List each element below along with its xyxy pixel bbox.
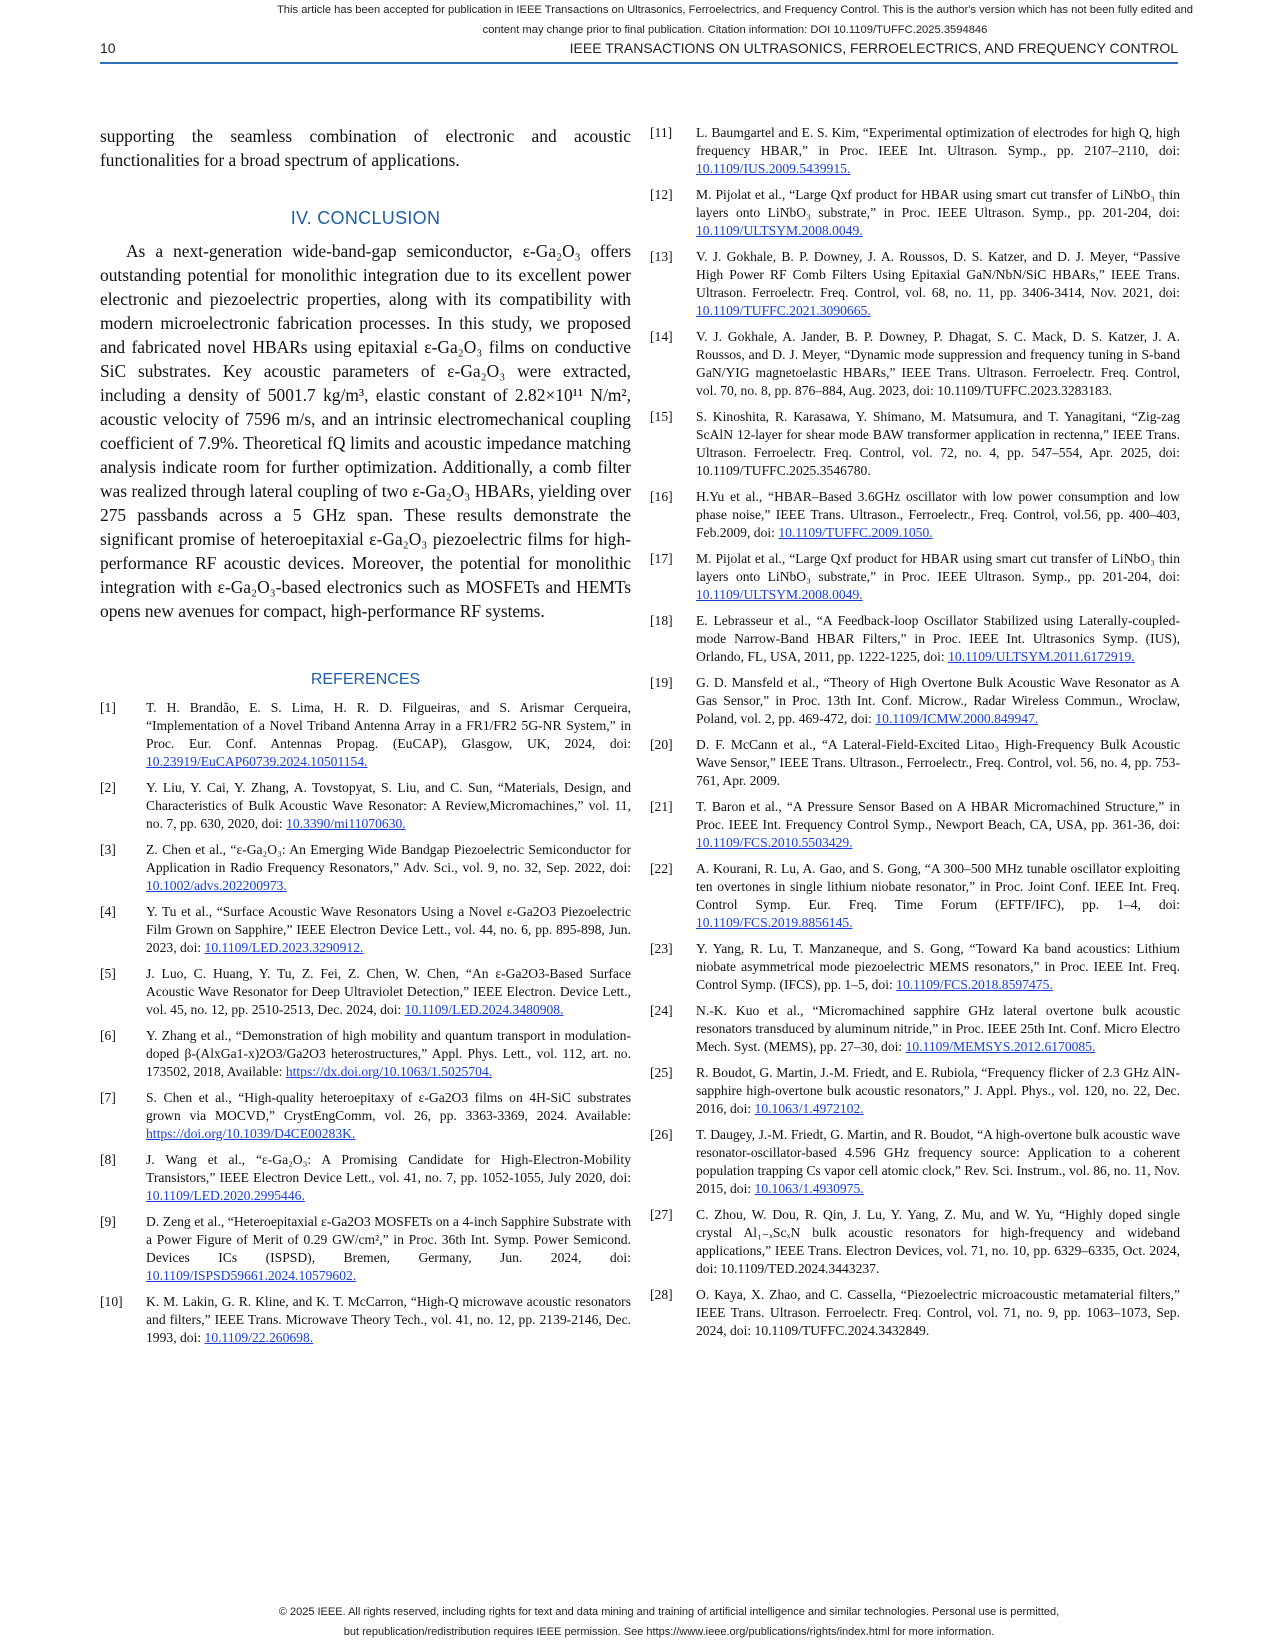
reference-item (650, 1002, 1180, 1056)
reference-number: [15] (650, 409, 673, 424)
reference-text: Y. Liu, Y. Cai, Y. Zhang, A. Tovstopyat, S. Liu, and C. Sun, “Materials, Design, and Characteristics of Bulk Acoustic Wave Resonator: A Review,Micromachines,” vol. 11, no. 7, pp. 630, 2020, doi: (146, 780, 631, 831)
reference-text: J. Wang et al., “ε-Ga₂O₃: A Promising Candidate for High-Electron-Mobility Transistors,” IEEE Electron Device Lett., vol. 41, no. 7, pp. 1052-1055, July 2020, doi: (146, 1152, 631, 1185)
doi-link[interactable]: https://dx.doi.org/10.1063/1.5025704. (285, 1064, 493, 1079)
doi-link[interactable]: 10.1109/TUFFC.2021.3090665. (696, 303, 871, 318)
references-heading: REFERENCES (310, 671, 421, 688)
doi-link[interactable]: 10.1109/ISPSD59661.2024.10579602. (146, 1268, 357, 1283)
reference-item (650, 124, 1180, 178)
doi-link[interactable]: 10.1109/22.260698. (204, 1330, 314, 1345)
reference-number: [25] (650, 1065, 673, 1080)
reference-item (650, 1126, 1180, 1198)
reference-number: [7] (100, 1090, 116, 1105)
notice-line-2: content may change prior to final publication. Citation information: DOI 10.1109/TUFFC.2025.3594846 (482, 24, 988, 36)
reference-number: [24] (650, 1003, 673, 1018)
reference-text: A. Kourani, R. Lu, A. Gao, and S. Gong, “A 300–500 MHz tunable oscillator exploiting ten overtones in single lithium niobate resonator,” in Proc. Joint Conf. IEEE Int. Freq. Control Symp. Eur. Freq. Time Forum (EFTF/IFC), pp. 1–4, doi: (696, 861, 1180, 912)
reference-item (650, 1286, 1180, 1340)
reference-text: D. F. McCann et al., “A Lateral-Field-Excited Litao₃ High-Frequency Bulk Acoustic Wave Sensor,” IEEE Trans. Ultrason., Ferroelectr., Freq. Control, vol. 56, no. 4, pp. 753-761, Apr. 2009. (696, 737, 1180, 788)
notice-line-1: This article has been accepted for publication in IEEE Transactions on Ultrasonics, Ferroelectrics, and Frequency Control. This is the author's version which has not been fully edited and (276, 4, 1194, 16)
reference-text: S. Kinoshita, R. Karasawa, Y. Shimano, M. Matsumura, and T. Yanagitani, “Zig-zag ScAlN 12-layer for shear mode BAW transformer application in rectenna,” IEEE Trans. Ultrason. Ferroelectr. Freq. Control, vol. 72, no. 4, pp. 547–554, Apr. 2025, doi: 10.1109/TUFFC.2025.3546780. (696, 409, 1180, 478)
reference-number: [26] (650, 1127, 673, 1142)
doi-link[interactable]: 10.1109/FCS.2010.5503429. (696, 835, 853, 850)
reference-number: [8] (100, 1152, 116, 1167)
reference-text: M. Pijolat et al., “Large Qxf product for HBAR using smart cut transfer of LiNbO₃ thin layers onto LiNbO₃ substrate,” in Proc. IEEE Ultrason. Symp., pp. 201-204, doi: (696, 551, 1180, 584)
reference-text: J. Luo, C. Huang, Y. Tu, Z. Fei, Z. Chen, W. Chen, “An ε-Ga2O3-Based Surface Acoustic Wave Resonator for Deep Ultraviolet Detection,” IEEE Electron. Device Lett., vol. 45, no. 12, pp. 2510-2513, Dec. 2024, doi: (146, 966, 631, 1017)
doi-link[interactable]: 10.1109/LED.2020.2995446. (146, 1188, 305, 1203)
reference-item (100, 779, 631, 833)
reference-item (650, 550, 1180, 604)
doi-link[interactable]: 10.1109/LED.2023.3290912. (204, 940, 364, 955)
reference-number: [23] (650, 941, 673, 956)
doi-link[interactable]: 10.1109/FCS.2019.8856145. (696, 915, 853, 930)
intro-paragraph: supporting the seamless combination of electronic and acoustic functionalities for a broad spectrum of applications. (100, 126, 631, 170)
reference-number: [13] (650, 249, 673, 264)
header-rule (100, 62, 1178, 64)
reference-text: V. J. Gokhale, A. Jander, B. P. Downey, P. Dhagat, S. C. Mack, D. S. Katzer, J. A. Roussos, and D. J. Meyer, “Dynamic mode suppression and frequency tuning in S-band GaN/YIG magnetoelastic HBARs,” IEEE Trans. Ultrason. Ferroelectr. Freq. Control, vol. 70, no. 8, pp. 876–884, Aug. 2023, doi: 10.1109/TUFFC.2023.3283183. (696, 329, 1180, 398)
reference-number: [20] (650, 737, 673, 752)
publication-notice (230, 0, 1240, 40)
reference-number: [27] (650, 1207, 673, 1222)
reference-number: [21] (650, 799, 673, 814)
reference-item (100, 1027, 631, 1081)
reference-text: L. Baumgartel and E. S. Kim, “Experimental optimization of electrodes for high Q, high frequency HBAR,” in Proc. IEEE Int. Ultrason. Symp., pp. 2107–2110, doi: (696, 125, 1180, 158)
right-column (650, 124, 1180, 1348)
reference-number: [3] (100, 842, 116, 857)
doi-link[interactable]: 10.1063/1.4972102. (754, 1101, 864, 1116)
footer-line-2: but republication/redistribution requires IEEE permission. See https://www.ieee.org/publications/rights/index.html for more information. (343, 1626, 995, 1638)
reference-number: [4] (100, 904, 116, 919)
copyright-footer (230, 1602, 1108, 1642)
reference-number: [5] (100, 966, 116, 981)
reference-number: [14] (650, 329, 673, 344)
doi-link[interactable]: 10.1109/ULTSYM.2008.0049. (696, 587, 863, 602)
reference-number: [1] (100, 700, 116, 715)
reference-item (100, 1213, 631, 1285)
reference-item (650, 186, 1180, 240)
reference-item (650, 1206, 1180, 1278)
reference-number: [10] (100, 1294, 123, 1309)
reference-item (100, 841, 631, 895)
reference-item (650, 1064, 1180, 1118)
reference-text: T. Baron et al., “A Pressure Sensor Based on A HBAR Micromachined Structure,” in Proc. IEEE Int. Frequency Control Symp., Newport Beach, CA, USA, pp. 361-36, doi: (696, 799, 1180, 832)
reference-text: Y. Tu et al., “Surface Acoustic Wave Resonators Using a Novel ε-Ga2O3 Piezoelectric Film Grown on Sapphire,” IEEE Electron Device Lett., vol. 44, no. 6, pp. 895-898, Jun. 2023, doi: (146, 904, 631, 955)
reference-text: V. J. Gokhale, B. P. Downey, J. A. Roussos, D. S. Katzer, and D. J. Meyer, “Passive High Power RF Comb Filters Using Epitaxial GaN/NbN/SiC HBARs,” IEEE Trans. Ultrason. Ferroelectr. Freq. Control, vol. 68, no. 11, pp. 3406-3414, Nov. 2021, doi: (696, 249, 1180, 300)
conclusion-heading: IV. CONCLUSION (290, 208, 441, 228)
reference-number: [11] (650, 125, 673, 140)
doi-link[interactable]: https://doi.org/10.1039/D4CE00283K. (146, 1126, 356, 1141)
reference-number: [9] (100, 1214, 116, 1229)
reference-text: N.-K. Kuo et al., “Micromachined sapphire GHz lateral overtone bulk acoustic resonators transduced by aluminum nitride,” in Proc. IEEE 25th Int. Conf. Micro Electro Mech. Syst. (MEMS), pp. 27–30, doi: (696, 1003, 1180, 1054)
reference-number: [17] (650, 551, 673, 566)
reference-text: Y. Zhang et al., “Demonstration of high mobility and quantum transport in modulation-doped β-(AlxGa1-x)2O3/Ga2O3 heterostructures,” Appl. Phys. Lett., vol. 112, art. no. 173502, 2018, Available: (146, 1028, 631, 1079)
references-list-left (100, 699, 631, 1347)
reference-item (650, 674, 1180, 728)
reference-text: S. Chen et al., “High-quality heteroepitaxy of ε-Ga2O3 films on 4H-SiC substrates grown via MOCVD,” CrystEngComm, vol. 26, pp. 3363-3369, 2024. Available: (146, 1090, 631, 1123)
page-number: 10 (100, 40, 116, 56)
reference-text: D. Zeng et al., “Heteroepitaxial ε-Ga2O3 MOSFETs on a 4-inch Sapphire Substrate with a Power Figure of Merit of 0.29 GW/cm²,” in Proc. 36th Int. Symp. Power Semicond. Devices ICs (ISPSD), Bremen, Germany, Jun. 2024, doi: (146, 1214, 631, 1265)
reference-text: M. Pijolat et al., “Large Qxf product for HBAR using smart cut transfer of LiNbO₃ thin layers onto LiNbO₃ substrate,” in Proc. IEEE Ultrason. Symp., pp. 201-204, doi: (696, 187, 1180, 220)
reference-text: K. M. Lakin, G. R. Kline, and K. T. McCarron, “High-Q microwave acoustic resonators and filters,” IEEE Trans. Microwave Theory Tech., vol. 41, no. 12, pp. 2139-2146, Dec. 1993, doi: (146, 1294, 631, 1345)
reference-item (100, 1151, 631, 1205)
doi-link[interactable]: 10.1109/ICMW.2000.849947. (875, 711, 1039, 726)
reference-text: C. Zhou, W. Dou, R. Qin, J. Lu, Y. Yang, Z. Mu, and W. Yu, “Highly doped single crystal Al₁₋ₓScₓN bulk acoustic resonators for high-frequency and wideband applications,” IEEE Trans. Electron Devices, vol. 71, no. 10, pp. 6329–6335, Oct. 2024, doi: 10.1109/TED.2024.3443237. (696, 1207, 1180, 1276)
running-header (100, 40, 1178, 62)
left-column (100, 124, 631, 1355)
reference-number: [28] (650, 1287, 673, 1302)
doi-link[interactable]: 10.1109/TUFFC.2009.1050. (778, 525, 933, 540)
reference-item (650, 612, 1180, 666)
reference-number: [12] (650, 187, 673, 202)
reference-text: E. Lebrasseur et al., “A Feedback-loop Oscillator Stabilized using Laterally-coupled-mode Narrow-Band HBAR Filters,” in Proc. IEEE Int. Ultrasonics Symp. (IUS), Orlando, FL, USA, 2011, pp. 1222-1225, doi: (696, 613, 1180, 664)
reference-item (650, 248, 1180, 320)
reference-text: Z. Chen et al., “ε-Ga₂O₃: An Emerging Wide Bandgap Piezoelectric Semiconductor for Application in Radio Frequency Resonators,” Adv. Sci., vol. 9, no. 32, Sep. 2022, doi: (146, 842, 631, 875)
reference-text: O. Kaya, X. Zhao, and C. Cassella, “Piezoelectric microacoustic metamaterial filters,” IEEE Trans. Ultrason. Ferroelectr. Freq. Control, vol. 71, no. 9, pp. 1063–1073, Sep. 2024, doi: 10.1109/TUFFC.2024.3432849. (696, 1287, 1180, 1338)
reference-item (650, 860, 1180, 932)
reference-number: [18] (650, 613, 673, 628)
doi-link[interactable]: 10.1063/1.4930975. (754, 1181, 864, 1196)
reference-text: Y. Yang, R. Lu, T. Manzaneque, and S. Gong, “Toward Ka band acoustics: Lithium niobate asymmetrical mode piezoelectric MEMS resonators,” in Proc. IEEE Int. Freq. Control Symp. (IFCS), pp. 1–5, doi: (696, 941, 1180, 992)
doi-link[interactable]: 10.1109/MEMSYS.2012.6170085. (905, 1039, 1096, 1054)
reference-item (100, 1293, 631, 1347)
reference-number: [19] (650, 675, 673, 690)
doi-link[interactable]: 10.1109/LED.2024.3480908. (404, 1002, 564, 1017)
doi-link[interactable]: 10.1109/FCS.2018.8597475. (896, 977, 1053, 992)
reference-item (650, 328, 1180, 400)
reference-number: [22] (650, 861, 673, 876)
doi-link[interactable]: 10.1109/IUS.2009.5439915. (696, 161, 851, 176)
reference-text: T. H. Brandão, E. S. Lima, H. R. D. Filgueiras, and S. Arismar Cerqueira, “Implementation of a Novel Triband Antenna Array in a FR1/FR2 5G-NR System,” in Proc. Eur. Conf. Antennas Propag. (EuCAP), Glasgow, UK, 2024, doi: (146, 700, 631, 751)
doi-link[interactable]: 10.1002/advs.202200973. (146, 878, 287, 893)
reference-item (100, 699, 631, 771)
reference-text: R. Boudot, G. Martin, J.-M. Friedt, and E. Rubiola, “Frequency flicker of 2.3 GHz AlN-sapphire high-overtone bulk acoustic resonators,” J. Appl. Phys., vol. 120, no. 22, Dec. 2016, doi: (696, 1065, 1180, 1116)
doi-link[interactable]: 10.1109/ULTSYM.2008.0049. (696, 223, 863, 238)
reference-text: H.Yu et al., “HBAR–Based 3.6GHz oscillator with low power consumption and low phase noise,” IEEE Trans. Ultrason., Ferroelectr., Freq. Control, vol.56, pp. 400–403, Feb.2009, doi: (696, 489, 1180, 540)
reference-item (100, 1089, 631, 1143)
doi-link[interactable]: 10.3390/mi11070630. (286, 816, 406, 831)
references-list-right (650, 124, 1180, 1340)
reference-number: [6] (100, 1028, 116, 1043)
reference-item (100, 903, 631, 957)
reference-item (650, 940, 1180, 994)
reference-item (650, 798, 1180, 852)
reference-number: [16] (650, 489, 673, 504)
reference-item (650, 408, 1180, 480)
conclusion-paragraph: As a next-generation wide-band-gap semiconductor, ε-Ga₂O₃ offers outstanding potential for monolithic integration due to its excellent power electronic and piezoelectric properties, along with its compatibility with modern microelectronic fabrication processes. In this study, we proposed and fabricated novel HBARs using epitaxial ε-Ga₂O₃ films on conductive SiC substrates. Key acoustic parameters of ε-Ga₂O₃ were extracted, including a density of 5001.7 kg/m³, elastic constant of 2.82×10¹¹ N/m², acoustic velocity of 7596 m/s, and an intrinsic electromechanical coupling coefficient of 7.9%. Theoretical fQ limits and acoustic impedance matching analysis indicate room for further optimization. Additionally, a comb filter was realized through lateral coupling of two ε-Ga₂O₃ HBARs, yielding over 275 passbands across a 5 GHz span. These results demonstrate the significant promise of heteroepitaxial ε-Ga₂O₃ piezoelectric films for high-performance RF acoustic devices. Moreover, the potential for monolithic integration with ε-Ga₂O₃-based electronics such as MOSFETs and HEMTs opens new avenues for compact, high-performance RF systems. (100, 241, 631, 621)
reference-text: T. Daugey, J.-M. Friedt, G. Martin, and R. Boudot, “A high-overtone bulk acoustic wave resonator-oscillator-based 4.596 GHz frequency source: Application to a coherent population trapping Cs vapor cell atomic clock,” Rev. Sci. Instrum., vol. 86, no. 11, Nov. 2015, doi: (696, 1127, 1180, 1196)
reference-item (650, 488, 1180, 542)
journal-title: IEEE TRANSACTIONS ON ULTRASONICS, FERROELECTRICS, AND FREQUENCY CONTROL (569, 40, 1178, 56)
doi-link[interactable]: 10.1109/ULTSYM.2011.6172919. (948, 649, 1135, 664)
reference-text: G. D. Mansfeld et al., “Theory of High Overtone Bulk Acoustic Wave Resonator as A Gas Sensor,” in Proc. 13th Int. Conf. Microw., Radar Wireless Commun., Wroclaw, Poland, vol. 2, pp. 469-472, doi: (696, 675, 1180, 726)
footer-line-1: © 2025 IEEE. All rights reserved, including rights for text and data mining and training of artificial intelligence and similar technologies. Personal use is permitted, (278, 1606, 1060, 1618)
reference-number: [2] (100, 780, 116, 795)
reference-item (650, 736, 1180, 790)
reference-item (100, 965, 631, 1019)
doi-link[interactable]: 10.23919/EuCAP60739.2024.10501154. (146, 754, 368, 769)
